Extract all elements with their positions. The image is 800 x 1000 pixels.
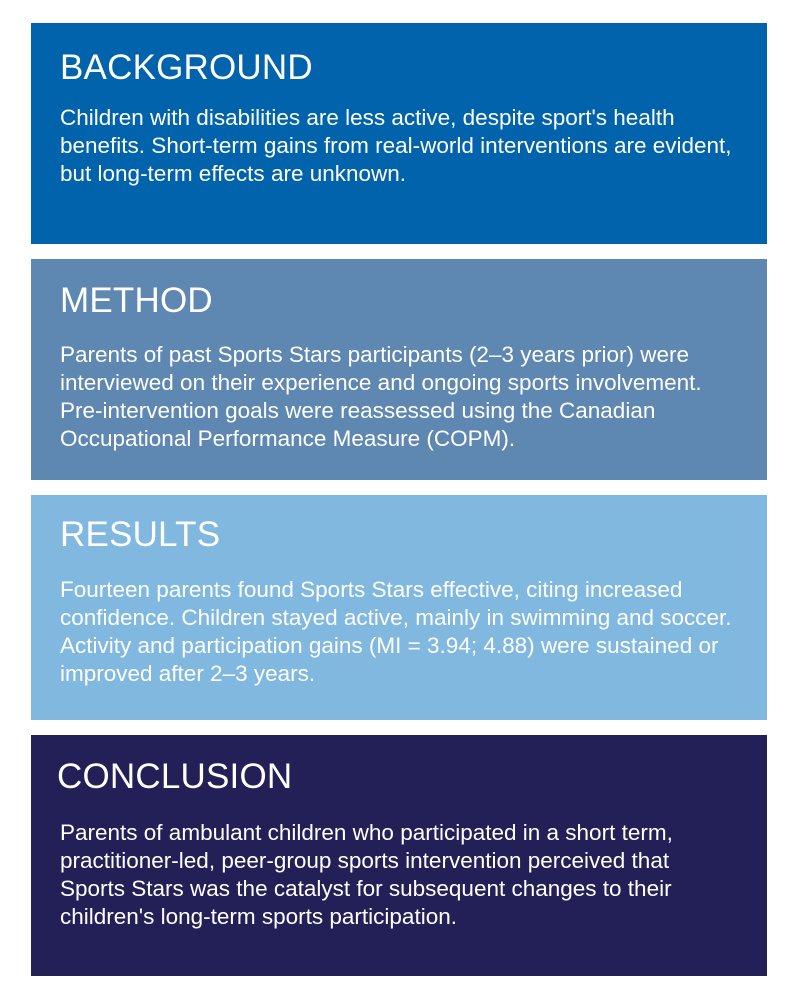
results-section [31,495,767,720]
method-heading: METHOD [60,281,213,320]
results-heading: RESULTS [60,515,221,554]
conclusion-heading: CONCLUSION [57,757,293,796]
method-text: Parents of past Sports Stars participants (2–3 years prior) were interviewed on their experience and ongoing sports involvement. Pre-intervention goals were reassessed using the Canadian Occupational Performance Measure (COPM). [60,342,702,451]
conclusion-text: Parents of ambulant children who participated in a short term, practitioner-led, peer-group sports intervention perceived that Sports Stars was the catalyst for subsequent changes to their children's long-term sports participation. [60,820,673,929]
method-section [31,259,767,480]
conclusion-section [31,735,767,976]
background-section [31,23,767,244]
background-text: Children with disabilities are less active, despite sport's health benefits. Short-term gains from real-world interventions are evident, but long-term effects are unknown. [60,105,732,186]
background-heading: BACKGROUND [60,48,313,87]
results-text: Fourteen parents found Sports Stars effective, citing increased confidence. Children stayed active, mainly in swimming and soccer. Activity and participation gains (MI = 3.94; 4.88) were sustained or improved after 2–3 years. [60,577,732,686]
